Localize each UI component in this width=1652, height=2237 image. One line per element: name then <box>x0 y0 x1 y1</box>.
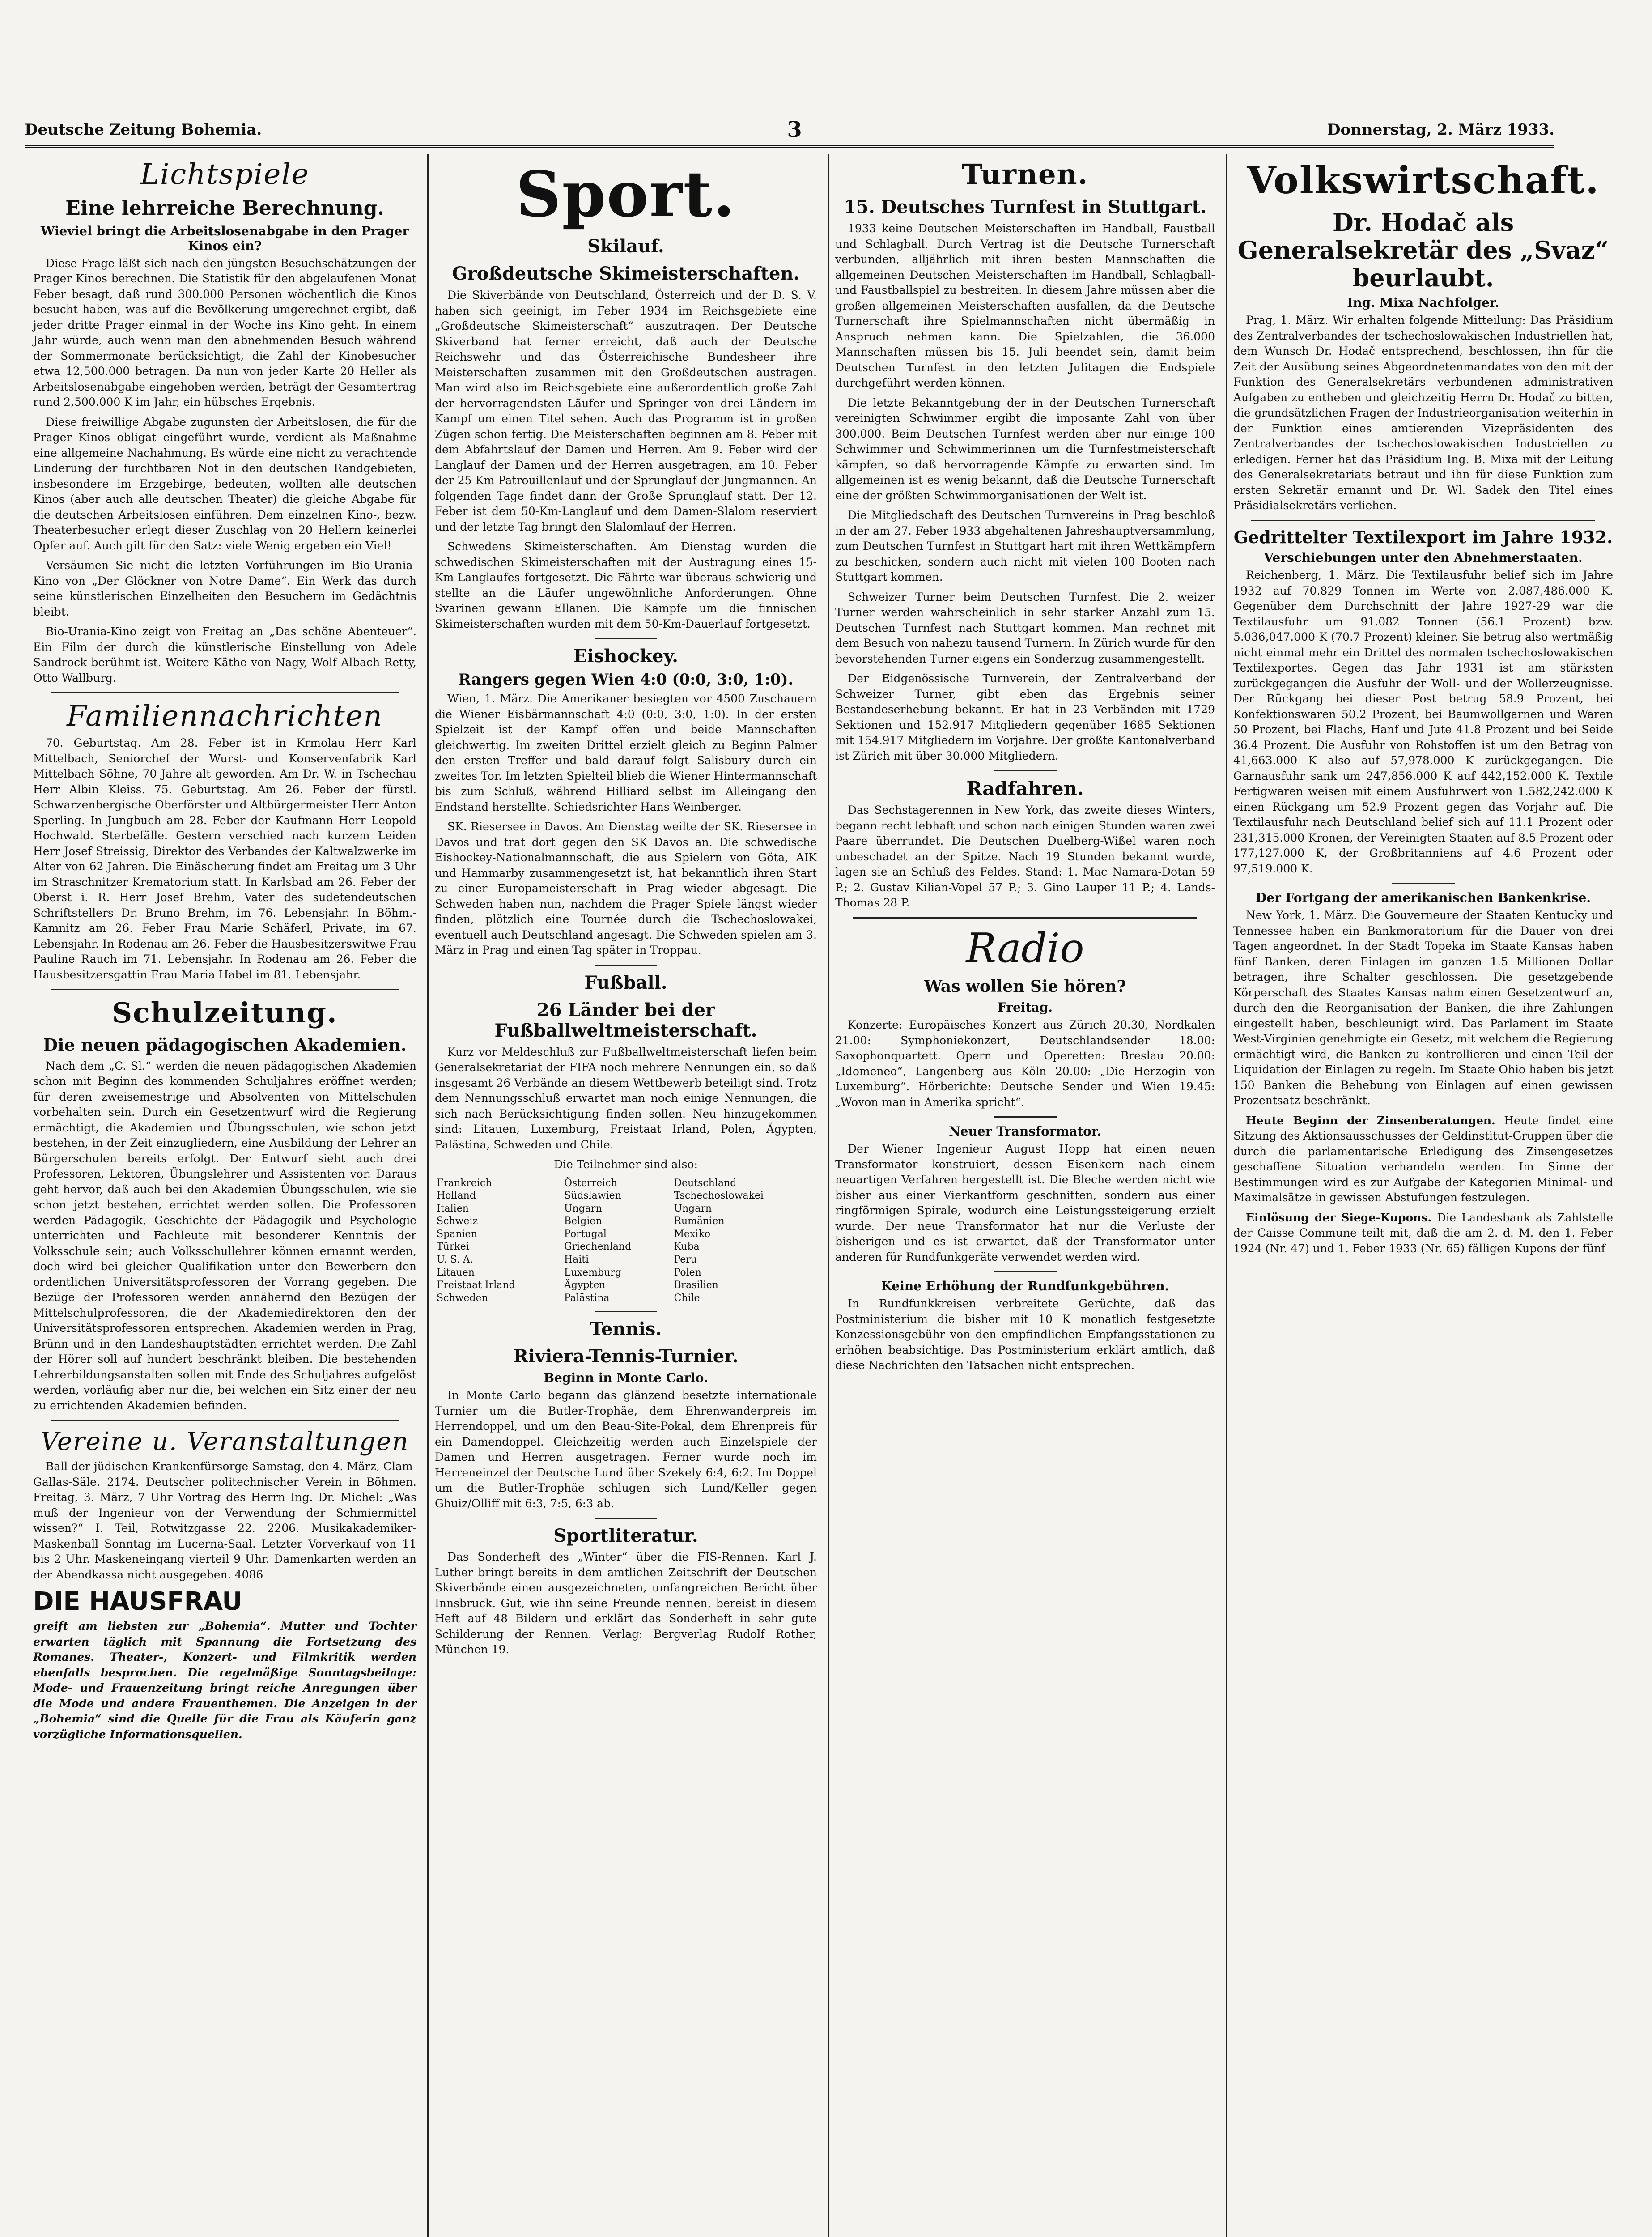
team-cell: Litauen <box>437 1267 475 1278</box>
divider <box>1251 520 1595 521</box>
events-text: Ball der jüdischen Krankenfürsorge Samstag, den 4. März, Clam-Gallas-Säle. 2174. Deutscher politechnischer Verein in Böhmen. Freitag, 3. März, 7 Uhr Vortrag des Herrn Ing. Dr. Michel: „Was muß der Ingenieur von der Verwendung der Schmiermittel wissen?“ I. Teil, Rotwitzgasse 22. 2206. Musikakademiker-Maskenball Sonntag im Lucerna-Saal. Letzter Vorverkauf von 11 bis 2 Uhr. Maskeneingang vierteil 9 Uhr. Damenkarten werden an der Abendkassa nicht ausgegeben. 4086 <box>33 1460 416 1581</box>
teams-table <box>435 1177 817 1305</box>
article-paragraph: New York, 1. März. Die Gouverneure der Staaten Kentucky und Tennessee haben ein Bankmoratorium für die Dauer von drei Tagen angeordnet. In der Stadt Topeka im Staate Kansas haben fünf Banken, deren Einlagen im ganzen 1.5 Millionen Dollar betragen, ihre Schalter geschlossen. Die gesetzgebende Körperschaft des Staates Kansas nahm einen Gesetzentwurf an, durch den die Reorganisation der Banken, die ihre Zahlungen eingestellt haben, beschleunigt wird. Das Parlament im Staate West-Virginien genehmigte ein Gesetz, mit welchem die Regierung ermächtigt wird, die Banken zu kontrollieren und einen Teil der Liquidation der Einlagen zu regeln. Im Staate Ohio haben bis jetzt 150 Banken die Behebung von Einlagen auf einen gewissen Prozentsatz beschränkt. <box>1233 909 1613 1107</box>
team-cell: Polen <box>674 1267 701 1278</box>
team-cell: Rumänien <box>674 1216 725 1227</box>
subsection-title: Eishockey. <box>573 646 679 667</box>
team-cell: Frankreich <box>437 1177 492 1189</box>
table-row <box>435 1228 817 1241</box>
article-paragraph: 1933 keine Deutschen Meisterschaften im Handball, Faustball und Schlagball. Durch Vertrag ist die Deutsche Turnerschaft verbunden, alljährlich mit ihren besten Mannschaften die allgemeinen Deutschen Meisterschaften im Handball, Schlagball- und Faustballspiel zu bestreiten. In diesem Jahre müssen aber die großen allgemeinen Meisterschaften ausfallen, da die Deutsche Turnerschaft ihre Spielmannschaften nicht übermäßig in Anspruch nehmen kann. Die Spielzahlen, die 36.000 Mannschaften müssen bis 15. Juli beendet sein, damit beim Deutschen Turnfest in den letzten Julitagen die Endspiele durchgeführt werden können. <box>835 222 1215 389</box>
ad-title: DIE HAUSFRAU <box>33 1587 242 1616</box>
section-title-sport: Sport. <box>516 158 736 231</box>
article-paragraph: Das Sonderheft des „Winter“ über die FIS-Rennen. Karl J. Luther bringt bereits in dem amtlichen Zeitschrift der Deutschen Skiverbände einen ausgezeichneten, umfangreichen Bericht über Innsbruck. Gut, wie ihn seine Freunde nennen, bereist in diesem Heft auf 48 Bildern und erklärt das Sonderheft in sehr gute Schilderung der Rennen. Verlag: Bergverlag Rudolf Rother, München 19. <box>435 1550 817 1656</box>
team-cell: Griechenland <box>564 1241 632 1253</box>
subsection-title: Tennis. <box>590 1318 662 1340</box>
article-title: Riviera-Tennis-Turnier. <box>513 1346 739 1367</box>
team-cell: Luxemburg <box>564 1267 621 1278</box>
table-row <box>435 1177 817 1190</box>
section-title-familiennachrichten: Familiennachrichten <box>67 700 383 733</box>
article-paragraph <box>1233 1210 1613 1257</box>
article-title: Der Fortgang der amerikanischen Bankenkrise. <box>1255 890 1591 906</box>
article-subtitle: Ing. Mixa Nachfolger. <box>1347 295 1499 310</box>
article-paragraph: Die Mitgliedschaft des Deutschen Turnvereins in Prag beschloß in der am 27. Feber 1933 abgehaltenen Jahreshauptversammlung, zum Deutschen Turnfest in Stuttgart hart mit ihren Wettkämpfern zu beschicken, sondern auch nicht mit vielen 100 Booten nach Stuttgart kommen. <box>835 509 1215 583</box>
column-2 <box>427 154 823 2237</box>
divider <box>595 638 657 639</box>
article-paragraph: Schweizer Turner beim Deutschen Turnfest. Die 2. weizer Turner werden wahrscheinlich in sehr starker Anzahl zum 15. Deutschen Turnfest nach Stuttgart kommen. Man rechnet mit dem Besuch von nahezu tausend Turnern. In Zürich wurde für den bevorstehenden Turner eigens ein Sonderzug zusammengestellt. <box>835 590 1215 665</box>
article-title: Was wollen Sie hören? <box>924 977 1126 996</box>
table-row <box>435 1190 817 1203</box>
divider <box>994 1116 1057 1118</box>
ad-text: greift am liebsten zur „Bohemia“. Mutter und Tochter erwarten täglich mit Spannung die Fortsetzung des Romanes. Theater-, Konzert- und Filmkritik werden ebenfalls besprochen. Die regelmäßige Sonntagsbeilage: Mode- und Frauenzeitung bringt reiche Anregungen über die Mode und andere Frauenthemen. Die Anzeigen in der „Bohemia“ sind die Quelle für die Frau als Käuferin ganz vorzügliche Informationsquellen. <box>33 1620 416 1741</box>
article-paragraph: Der Wiener Ingenieur August Hopp hat einen neuen Transformator konstruiert, dessen Eisenkern nach einem neuartigen Verfahren hergestellt ist. Die Bleche werden nicht wie bisher aus einer Vierkantform geschnitten, sondern aus einer ringförmigen Spirale, wodurch eine Leistungssteigerung erzielt wurde. Der neue Transformator hat nur die Verluste der bisherigen und es ist erwartet, daß der Transformator unter anderen für Rundfunkgeräte verwendet werden wird. <box>835 1142 1215 1263</box>
article-title: 15. Deutsches Turnfest in Stuttgart. <box>844 196 1206 217</box>
article-title: Eine lehrreiche Berechnung. <box>65 197 384 220</box>
article-title: Neuer Transformator. <box>949 1124 1101 1139</box>
divider <box>595 1311 657 1312</box>
team-cell: Südslawien <box>564 1190 621 1202</box>
team-cell: Holland <box>437 1190 476 1202</box>
section-title-schulzeitung: Schulzeitung. <box>112 996 338 1029</box>
article-title: Gedrittelter Textilexport im Jahre 1932. <box>1233 527 1613 547</box>
table-row <box>435 1267 817 1280</box>
team-cell: Palästina <box>564 1292 610 1304</box>
team-cell: U. S. A. <box>437 1254 473 1266</box>
team-cell: Freistaat Irland <box>437 1280 515 1291</box>
article-paragraph <box>1233 1113 1613 1206</box>
table-row <box>435 1254 817 1267</box>
article-paragraph: Kurz vor Meldeschluß zur Fußballweltmeisterschaft liefen beim Generalsekretariat der FIFA noch mehrere Nennungen ein, so daß insgesamt 26 Verbände an diesem Wettbewerb beteiligt sind. Trotz dem Nennungsschluß erwartet man noch einige Nennungen, die sich nach Berücksichtigung finden sollen. Neu hinzugekommen sind: Litauen, Luxemburg, Freistaat Irland, Polen, Ägypten, Palästina, Schweden und Chile. <box>435 1045 817 1151</box>
article-paragraph: Das Sechstagerennen in New York, das zweite dieses Winters, begann recht lebhaft und schon nach einigen Stunden waren zwei Paare überrundet. Die Deutschen Duelberg-Wißel waren noch unbeschadet an der Spitze. Nach 19 Stunden bekannt wurde, lagen sie an Schluß des Feldes. Stand: 1. Mac Namara-Dotan 59 P.; 2. Gustav Kilian-Vopel 57 P.; 3. Gino Lauper 11 P.; 4. Lands-Thomas 28 P. <box>835 804 1215 910</box>
team-cell: Spanien <box>437 1228 477 1240</box>
subsection-title: Sportliteratur. <box>553 1525 698 1547</box>
team-cell: Ungarn <box>564 1203 602 1214</box>
divider <box>853 917 1197 919</box>
divider <box>51 989 399 990</box>
subsection-title: Skilauf. <box>587 236 664 257</box>
article-paragraph: SK. Riesersee in Davos. Am Dienstag weilte der SK. Riesersee in Davos und trat dort gegen den SK Davos an. Die schwedische Eishockey-Nationalmannschaft, die aus Spielern von Göta, AIK und Hammarby zusammengesetzt ist, hat bekanntlich ihren Start zu einer Europameisterschaft in Prag wieder abgesagt. Die Schweden haben nun, nachdem die Prager Spiele längst wieder finden, plötzlich eine Tournée durch die Tschechoslowakei, eventuell auch Deutschland angesagt. Die Schweden spielen am 3. März in Prag und einen Tag später in Troppau. <box>435 820 817 957</box>
team-cell: Deutschland <box>674 1177 737 1189</box>
school-news-text: Nach dem „C. Sl.“ werden die neuen pädagogischen Akademien schon mit Beginn des kommenden Schuljahres eröffnet werden; für deren zweisemestrige und Absolventen von Mittelschulen vorbehalten sein. Durch ein Gesetzentwurf wird die Regierung ermächtigt, die Akademien und Übungsschulen, wie schon jetzt bestehen, in der Zeit einzugliedern, eine Ausbildung der Lehrer an Bürgerschulen bereits erfolgt. Der Entwurf sieht auch drei Professoren, Lektoren, Übungslehrer und Assistenten vor. Daraus geht hervor, daß auch bei den Akademien Übungsschulen, wie sie schon jetzt bestehen, errichtet werden sollen. Die Professoren werden Pädagogik, Geschichte der Pädagogik und Psychologie unterrichten und Fachleute mit besonderer Kenntnis der Volksschule sein; auch Volksschullehrer können ernannt werden, doch wird bei gleicher Qualifikation unter den Bewerbern den ordentlichen Universitätsprofessoren der Vorrang gegeben. Die Bezüge der Professoren werden annähernd den Bezügen der Mittelschulprofessoren, die der Akademiedirektoren den der Universitätsprofessoren entsprechen. Akademien werden in Prag, Brünn und in den Landeshauptstädten errichtet werden. Die Zahl der Hörer soll auf hundert beschränkt bleiben. Die bestehenden Lehrerbildungsanstalten sollen mit Ende des Schuljahres aufgelöst werden, vorläufig aber nur die, bei welchen ein Sitz einer der neu zu errichtenden Akademien befinden. <box>33 1059 416 1412</box>
subsection-title: Radfahren. <box>966 778 1084 800</box>
team-cell: Schweiz <box>437 1216 478 1227</box>
column-3 <box>828 154 1221 2237</box>
column-4 <box>1226 154 1619 2237</box>
divider <box>51 692 399 693</box>
team-cell: Portugal <box>564 1228 607 1240</box>
inline-text: Heute findet eine Sitzung des Aktionsausschusses der Geldinstitut-Gruppen über die durch die parlamentarische Erledigung des Zinsengesetzes geschaffene Situation verhandeln werden. Im Sinne der Bestimmungen wird es zur Aufgabe der Kategorien Minimal- und Maximalsätze in gewissen Abstufungen festzulegen. <box>1233 1114 1613 1204</box>
article-paragraph: Diese Frage läßt sich nach den jüngsten Besuchschätzungen der Prager Kinos berechnen. Die Statistik für den abgelaufenen Monat Feber besagt, daß rund 300.000 Personen wöchentlich die Kinos besucht haben, was auf die Bevölkerung umgerechnet ergibt, daß jeder dritte Prager einmal in der Woche ins Kino geht. In einem Jahr würde, auch wenn man den abnehmenden Besuch während der Sommermonate berücksichtigt, die Zahl der Kinobesucher etwa 12,500.000 betragen. Da nun von jeder Karte 20 Heller als Arbeitslosenabgabe eingehoben werden, beträgt der Gesamtertrag rund 2,500.000 K im Jahr, ein hübsches Ergebnis. <box>33 256 416 409</box>
article-title: Keine Erhöhung der Rundfunkgebühren. <box>881 1279 1169 1294</box>
team-cell: Peru <box>674 1254 697 1266</box>
table-row <box>435 1241 817 1254</box>
teams-label: Die Teilnehmer sind also: <box>554 1158 698 1171</box>
inline-heading: Heute Beginn der Zinsenberatungen. <box>1246 1114 1495 1127</box>
header-right: Donnerstag, 2. März 1933. <box>1327 121 1554 139</box>
article-title: 26 Länder bei der Fußballweltmeisterschaft. <box>494 999 757 1041</box>
article-paragraph: Konzerte: Europäisches Konzert aus Zürich 20.30, Nordkalen 21.00: Symphoniekonzert, Deutschlandsender 18.00: Saxophonquartett. Opern und Operetten: Breslau 20.00: „Idomeneo“, Langenberg aus Köln 20.00: „Die Herzogin von Luxemburg“. Hörberichte: Deutsche Sender und Wien 19.45: „Wovon man in Amerika spricht“. <box>835 1018 1215 1109</box>
article-title: Großdeutsche Skimeisterschaften. <box>452 263 800 284</box>
team-cell: Ungarn <box>674 1203 712 1214</box>
table-row <box>435 1215 817 1228</box>
table-row <box>435 1203 817 1216</box>
team-cell: Chile <box>674 1292 700 1304</box>
team-cell: Brasilien <box>674 1280 718 1291</box>
column-1 <box>27 154 423 2237</box>
article-subtitle: Wieviel bringt die Arbeitslosenabgabe in den Prager Kinos ein? <box>40 223 409 253</box>
article-subtitle: Verschiebungen unter den Abnehmerstaaten. <box>1264 550 1583 566</box>
article-paragraph: Bio-Urania-Kino zeigt von Freitag an „Das schöne Abenteuer“. Ein Film der durch die künstlerische Einstellung von Adele Sandrock berühmt ist. Weitere Käthe von Nagy, Wolf Albach Retty, Otto Wallburg. <box>33 625 416 685</box>
article-paragraph: Reichenberg, 1. März. Die Textilausfuhr belief sich im Jahre 1932 auf 70.829 Tonnen im Werte von 2.087,486.000 K. Gegenüber dem Durchschnitt der Jahre 1927-29 war die Textilausfuhr um 91.082 Tonnen (56.1 Prozent) bzw. 5.036,047.000 K (70.7 Prozent) kleiner. Sie betrug also wertmäßig nicht einmal mehr ein Drittel des normalen tschechoslowakischen Textilexportes. Gegen das Jahr 1931 ist am stärksten zurückgegangen die Ausfuhr der Woll- und der Wollerzeugnisse. Der Rückgang bei dieser Post betrug 58.9 Prozent, bei Konfektionswaren 50.2 Prozent, bei Baumwollgarnen und Waren 50 Prozent, bei Flachs, Hanf und Jute 41.8 Prozent und bei Seide 36.4 Prozent. Die Ausfuhr von Rohstoffen ist um den Betrag von 41,663.000 K also auf 57,978.000 K zurückgegangen. Die Garnausfuhr sank um 247,856.000 K auf 442,152.000 K. Textile Fertigwaren weisen mit einem Ausfuhrwert von 1.582,242.000 K einen Rückgang um 52.9 Prozent gegen das Vorjahr auf. Die Textilausfuhr nach Deutschland belief sich auf 11.1 Prozent oder 231,315.000 Kronen, der Vereinigten Staaten auf 8.5 Prozent oder 177,127.000 K, der Großbritanniens auf 4.6 Prozent oder 97,519.000 K. <box>1233 569 1613 875</box>
team-cell: Mexiko <box>674 1228 711 1240</box>
article-title: Die neuen pädagogischen Akademien. <box>43 1035 407 1055</box>
team-cell: Kuba <box>674 1241 700 1253</box>
article-paragraph: Versäumen Sie nicht die letzten Vorführungen im Bio-Urania-Kino von „Der Glöckner von Notre Dame“. Ein Werk das durch seine künstlerischen Einzelheiten den Besuchern im Gedächtnis bleibt. <box>33 559 416 618</box>
divider <box>994 770 1057 771</box>
article-title: Rangers gegen Wien 4:0 (0:0, 3:0, 1:0). <box>458 671 794 689</box>
article-paragraph: Diese freiwillige Abgabe zugunsten der Arbeitslosen, die für die Prager Kinos obligat eingeführt wurde, verdient als Maßnahme eine allgemeine Nachahmung. Es würde eine nicht zu verachtende Linderung der furchtbaren Not in den deutschen Randgebieten, insbesondere im Erzgebirge, bedeuten, wollten alle deutschen Kinos (aber auch alle deutschen Theater) die gleiche Abgabe für die deutschen Arbeitslosen einführen. Dem einzelnen Kino-, bezw. Theaterbesucher erlegt dieser Zuschlag von 20 Hellern keinerlei Opfer auf. Auch gilt für den Satz: viele Wenig ergeben ein Viel! <box>33 415 416 552</box>
article-subtitle: Freitag. <box>998 1000 1053 1015</box>
section-title-turnen: Turnen. <box>961 158 1089 191</box>
inline-text: Die Landesbank als Zahlstelle der Caisse Commune teilt mit, daß die am 2. d. M. den 1. Feber 1924 (Nr. 47) und 1. Feber 1933 (Nr. 65) fälligen Kupons der fünf <box>1233 1211 1613 1255</box>
article-paragraph: Schwedens Skimeisterschaften. Am Dienstag wurden die schwedischen Skimeisterschaften mit der Austragung eines 15-Km-Langlaufes fortgesetzt. Die Fährte war überaus schwierig und stellte an die Läufer ungewöhnliche Anforderungen. Ohne Svarinen gewann Ellanen. Die Kämpfe um die finnischen Skimeisterschaften wurden mit dem 50-Km-Dauerlauf fortgesetzt. <box>435 540 817 630</box>
table-row <box>435 1292 817 1305</box>
team-cell: Haiti <box>564 1254 589 1266</box>
divider <box>51 1420 399 1421</box>
team-cell: Türkei <box>437 1241 469 1253</box>
article-title: Dr. Hodač als Generalsekretär des „Svaz“ beurlaubt. <box>1237 208 1609 293</box>
section-title-radio: Radio <box>966 924 1084 972</box>
team-cell: Schweden <box>437 1292 488 1304</box>
article-paragraph: Die Skiverbände von Deutschland, Österreich und der D. S. V. haben sich geeinigt, im Feber 1934 im Reichsgebiete eine „Großdeutsche Skimeisterschaft“ auszutragen. Der Deutsche Skiverband hat ferner erreicht, daß auch der Deutsche Reichswehr und das Österreichische Bundesheer ihre Meisterschaften zusammen mit den Großdeutschen austragen. Man wird also im Reichsgebiete eine außerordentlich große Zahl der hervorragendsten Läufer und Springer von drei Ländern im Kampf um einen Titel sehen. Auch das Programm ist in großen Zügen schon fertig. Die Meisterschaften beginnen am 8. Feber mit dem Abfahrtslauf der Damen und Herren. Am 9. Feber wird der Langlauf der Damen und der Herren ausgetragen, am 10. Feber der 25-Km-Patrouillenlauf und der Sprunglauf der Jungmannen. An folgenden Tage findet dann der Große Sprunglauf statt. Der 12. Feber ist dem 50-Km-Langlauf und dem Damen-Slalom reserviert und der letzte Tag bringt den Slalomlauf der Herren. <box>435 289 817 533</box>
article-paragraph: In Rundfunkkreisen verbreitete Gerüchte, daß das Postministerium die bisher mit 10 K monatlich festgesetzte Konzessionsgebühr von den empfindlichen Empfangsstationen zu erhöhen beabsichtige. Das Postministerium erklärt amtlich, daß diese Nachrichten den Tatsachen nicht entsprechen. <box>835 1297 1215 1372</box>
team-cell: Tschechoslowakei <box>674 1190 764 1202</box>
article-subtitle: Beginn in Monte Carlo. <box>544 1370 708 1386</box>
divider <box>595 1518 657 1519</box>
section-title-lichtspiele: Lichtspiele <box>140 158 310 191</box>
divider <box>1392 883 1455 884</box>
team-cell: Ägypten <box>564 1280 606 1291</box>
divider <box>595 965 657 966</box>
family-news-text: 70. Geburtstag. Am 28. Feber ist in Krmolau Herr Karl Mittelbach, Seniorchef der Wurst- und Konservenfabrik Karl Mittelbach Söhne, 70 Jahre alt geworden. Am Dr. W. in Tschechau Herr Albin Kleiss. 75. Geburtstag. Am 26. Feber der fürstl. Schwarzenbergische Oberförster und Altbürgermeister Herr Anton Sperling. In Jungbuch am 28. Feber der Kaufmann Herr Leopold Hochwald. Sterbefälle. Gestern verschied nach kurzem Leiden Herr Josef Streissig, Direktor des Verbandes der Kaltwalzwerke im Alter von 62 Jahren. Die Einäscherung findet am Freitag um 3 Uhr im Straschnitzer Krematorium statt. In Karlsbad am 26. Feber der Oberst i. R. Herr Josef Brehm, Vater des sudetendeutschen Schriftstellers Dr. Bruno Brehm, im 76. Lebensjahr. In Böhm.-Kamnitz am 26. Feber Frau Marie Schäferl, Private, im 67. Lebensjahr. In Rodenau am 26. Feber die Hausbesitzerswitwe Frau Pauline Rauch im 71. Lebensjahr. In Rodenau am 26. Feber die Hausbesitzersgattin Frau Maria Habel im 81. Lebensjahr. <box>33 736 416 981</box>
page-number: 3 <box>787 117 802 142</box>
section-title-vereine: Vereine u. Veranstaltungen <box>40 1427 409 1457</box>
article-paragraph: Wien, 1. März. Die Amerikaner besiegten vor 4500 Zuschauern die Wiener Eisbärmannschaft 4:0 (0:0, 3:0, 1:0). In der ersten Spielzeit ist der Kampf offen und beide Mannschaften gleichwertig. Im zweiten Drittel erzielt gleich zu Beginn Palmer den ersten Treffer und bald darauf folgt Salisbury durch ein zweites Tor. Im letzten Spielteil blieb die Wiener Hintermannschaft bis zum Schluß, während Hilliard selbst im Alleingang den Endstand herstellte. Schiedsrichter Hans Weinberger. <box>435 692 817 813</box>
article-paragraph: Die letzte Bekanntgebung der in der Deutschen Turnerschaft vereinigten Schwimmer ergibt die imposante Zahl von über 300.000. Beim Deutschen Turnfest werden aber nur einige 100 Schwimmer und Schwimmerinnen um die Turnfestmeisterschaft kämpfen, so daß hervorragende Kämpfe zu erwarten sind. Im allgemeinen ist es wenig bekannt, daß die Deutsche Turnerschaft eine der größten Schwimmorganisationen der Welt ist. <box>835 396 1215 502</box>
article-paragraph: In Monte Carlo begann das glänzend besetzte internationale Turnier um die Butler-Trophäe, dem Ehrenwanderpreis im Herrendoppel, und um den Beau-Site-Pokal, dem Ehrenpreis für ein Damendoppel. Gleichzeitig werden auch Einzelspiele der Damen und Herren ausgetragen. Ferner wurde noch im Herreneinzel der Deutsche Lund über Szekely 6:4, 6:2. Im Doppel um die Butler-Trophäe schlugen sich Lund/Keller gegen Ghuiz/Olliff mit 6:3, 7:5, 6:3 ab. <box>435 1389 817 1510</box>
article-paragraph: Der Eidgenössische Turnverein, der Zentralverband der Schweizer Turner, gibt eben das Ergebnis seiner Bestandeserhebung bekannt. Er hat in 23 Verbänden mit 1729 Sektionen und 152.917 Mitgliedern gegenüber 1685 Sektionen mit 154.917 Mitgliedern im Vorjahre. Der größte Kantonalverband ist Zürich mit über 30.000 Mitgliedern. <box>835 672 1215 762</box>
team-cell: Belgien <box>564 1216 602 1227</box>
table-row <box>435 1279 817 1292</box>
divider <box>994 1271 1057 1272</box>
article-paragraph: Prag, 1. März. Wir erhalten folgende Mitteilung: Das Präsidium des Zentralverbandes der tschechoslowakischen Industriellen hat, dem Wunsch Dr. Hodač entsprechend, beschlossen, ihn für die Zeit der Ausübung seines Abgeordnetenmandates von den mit der Funktion des Generalsekretärs verbundenen administrativen Aufgaben zu entheben und gleichzeitig Herrn Dr. Hodač zu bitten, die grundsätzlichen Fragen der Industrieorganisation weiterhin in der Funktion eines amtierenden Vizepräsidenten des Zentralverbandes der tschechoslowakischen Industriellen zu erledigen. Ferner hat das Präsidium Ing. B. Mixa mit der Leitung des Generalsekretariats betraut und ihn für diese Funktion zum ersten Sekretär ernannt und Dr. Wl. Sadek den Titel eines Präsidialsekretärs verliehen. <box>1233 314 1613 512</box>
page-header <box>25 114 1554 148</box>
subsection-title: Fußball. <box>584 972 667 993</box>
header-left: Deutsche Zeitung Bohemia. <box>25 121 262 139</box>
team-cell: Italien <box>437 1203 469 1214</box>
section-title-volkswirtschaft: Volkswirtschaft. <box>1247 158 1600 202</box>
inline-heading: Einlösung der Siege-Kupons. <box>1246 1211 1432 1224</box>
team-cell: Österreich <box>564 1177 617 1189</box>
